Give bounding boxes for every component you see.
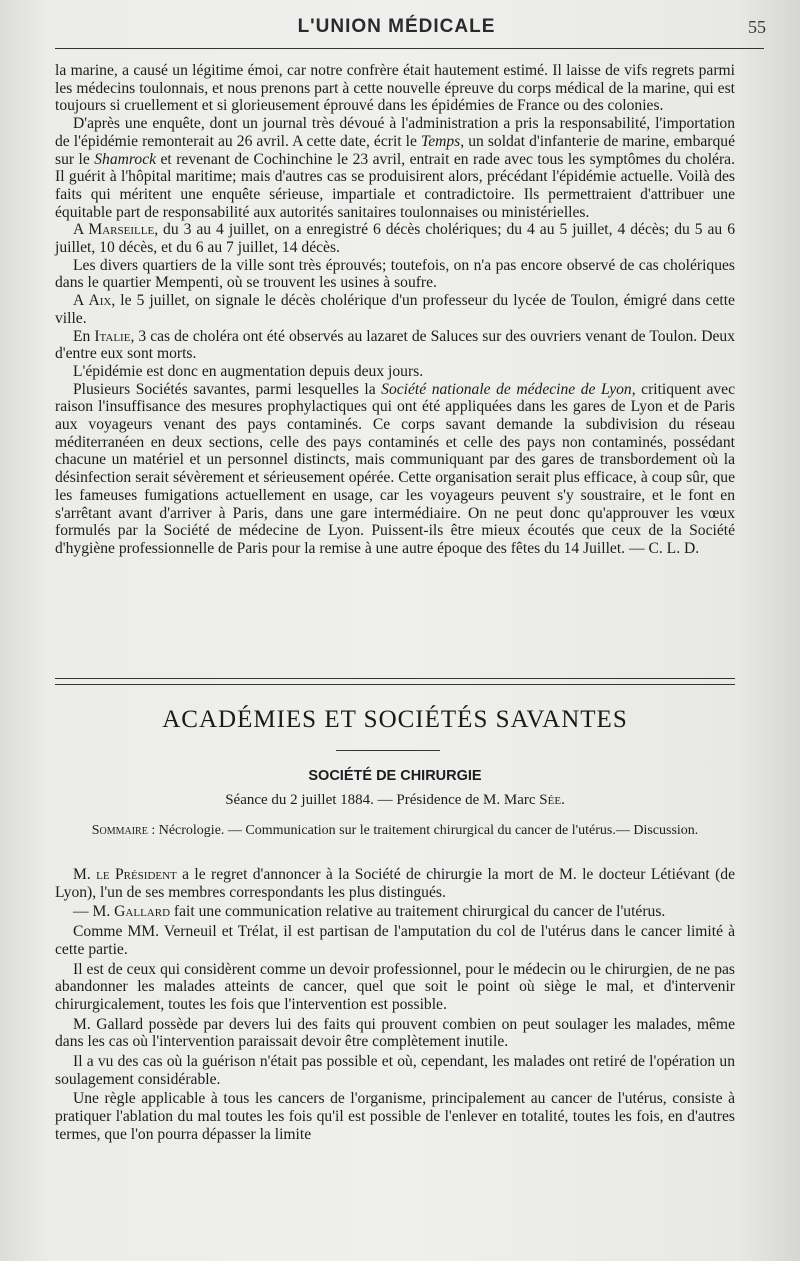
- paragraph-8: [55, 381, 735, 558]
- summary: [55, 822, 735, 839]
- summary-text: : Nécrologie. — Communication sur le traitement chirurgical du cancer de l'utérus.— Discussion.: [147, 823, 699, 838]
- title-underline: [336, 750, 440, 751]
- article-column: [55, 62, 735, 558]
- text-span: Séance du 2 juillet 1884. — Présidence de M. Marc: [225, 792, 540, 808]
- city-marseille: Marseille: [88, 221, 155, 239]
- ship-name: Shamrock: [94, 150, 157, 168]
- paragraph-7: L'épidémie est donc en augmentation depuis deux jours.: [73, 362, 424, 380]
- paragraph-6: [55, 328, 735, 363]
- text-span: et revenant de Cochinchine le 23 avril, entrait en rade avec tous les symptômes du choléra. Il guérit à l'hôpital maritime; mais d'autres cas se produisirent alors, précédant l'épidémie actuelle. Voilà des faits qui méritent une enquête sérieuse, impartiale et contradictoire. Ils permettraient d'attribuer une équitable part de responsabilité aux autorités sanitaires toulonnaises ou ministérielles.: [55, 150, 735, 221]
- city-aix: Aix: [88, 292, 112, 310]
- speaker-name: Gallard: [114, 903, 171, 921]
- paragraph-5: [55, 292, 735, 327]
- text-span: , le 5 juillet, on signale le décès cholérique d'un professeur du lycée de Toulon, émigré dans cette ville.: [55, 292, 735, 327]
- text-span: fait une communication relative au traitement chirurgical du cancer de l'utérus.: [170, 903, 666, 921]
- country-italie: Italie: [94, 327, 131, 345]
- text-span: En: [73, 327, 95, 345]
- page-number: 55: [748, 17, 766, 37]
- text-span: , 3 cas de choléra ont été observés au lazaret de Saluces sur des ouvriers venant de Toulon. Deux d'entre eux sont morts.: [55, 327, 735, 363]
- summary-label: Sommaire: [91, 823, 148, 838]
- section-divider: [55, 678, 735, 685]
- text-span: , du 3 au 4 juillet, on a enregistré 6 décès cholériques; du 4 au 5 juillet, 4 décès; du 5 au 6 juillet, 10 décès, et du 6 au 7 juillet, 14 décès.: [55, 221, 735, 257]
- newspaper-name: Temps: [420, 132, 461, 150]
- section-title: ACADÉMIES ET SOCIÉTÉS SAVANTES: [162, 706, 628, 733]
- text-span: , critiquent avec raison l'insuffisance des mesures prophylactiques qui ont été appliquées dans les gares de Lyon et de Paris aux voyageurs venant des pays contaminés. Ce corps savant demande la subdivision du réseau méditerranéen en deux sections, celle des pays contaminés et celle des pays non contaminés, possédant chacune un matériel et un personnel distincts, mais communiquant par des gares de transbordement où la désinfection serait sévèrement et sérieusement opérée. Cette organisation serait plus efficace, à coup sûr, que les fameuses fumigations actuellement en usage, car les voyageurs peuvent s'y soustraire, et le font en s'arrêtant avant d'arriver à Paris, dans une gare intermédiaire. On ne peut donc qu'approuver les vœux formulés par la Société de médecine de Lyon. Puissent-ils être mieux écoutés que ceux de la Société d'hygiène professionnelle de Paris pour la remise à une autre époque des fêtes du 14 Juillet. — C. L. D.: [55, 380, 735, 557]
- minutes-paragraph-7: Une règle applicable à tous les cancers de l'organisme, principalement au cancer de l'utérus, consiste à pratiquer l'ablation du mal toutes les fois qu'il est possible de l'enlever en totalité, toutes les fois, en d'autres termes, que l'on pourra dépasser la limite: [55, 1090, 735, 1143]
- minutes-paragraph-3: Comme MM. Verneuil et Trélat, il est partisan de l'amputation du col de l'utérus dans le cancer limité à cette partie.: [55, 923, 735, 958]
- running-title: L'UNION MÉDICALE: [297, 16, 496, 37]
- minutes-paragraph-2: [55, 903, 735, 921]
- text-span: a le regret d'annoncer à la Société de chirurgie la mort de M. le docteur Létiévant (de Lyon), l'un de ses membres correspondants les plus distingués.: [55, 866, 735, 901]
- minutes-paragraph-6: Il a vu des cas où la guérison n'était pas possible et où, cependant, les malades ont retiré de l'opération un soulagement considérable.: [55, 1053, 735, 1088]
- minutes-paragraph-4: Il est de ceux qui considèrent comme un devoir professionnel, pour le médecin ou le chirurgien, de ne pas abandonner les malades atteints de cancer, quel que soit le point où siège le mal, et d'intervenir chirurgicalement, toutes les fois que l'intervention est possible.: [55, 960, 735, 1013]
- text-span: A: [73, 292, 89, 310]
- society-title: SOCIÉTÉ DE CHIRURGIE: [308, 768, 482, 784]
- header-rule: [55, 48, 764, 49]
- president-name: Sée: [539, 792, 562, 808]
- president-title: le Président: [96, 866, 177, 883]
- paragraph-2: [55, 115, 735, 221]
- text-span: A: [73, 221, 89, 239]
- text-span: Plusieurs Sociétés savantes, parmi lesquelles la: [73, 380, 382, 398]
- paragraph-3: [55, 221, 735, 256]
- text-span: .: [561, 792, 565, 808]
- minutes-paragraph-1: [55, 866, 735, 901]
- text-span: , un soldat d'infanterie de marine, embarqué sur le: [55, 132, 735, 168]
- text-span: — M.: [73, 903, 115, 921]
- paragraph-1: la marine, a causé un légitime émoi, car notre confrère était hautement estimé. Il laisse de vifs regrets parmi les médecins toulonnais, et nous prenons part à cette nouvelle épreuve du corps médical de la marine, qui est toujours si cruellement et si glorieusement éprouvé dans les épidémies de France ou des colonies.: [55, 62, 735, 115]
- society-name: Société nationale de médecine de Lyon: [381, 380, 632, 398]
- minutes-paragraph-5: M. Gallard possède par devers lui des faits qui prouvent combien on peut soulager les malades, même dans les cas où l'intervention paraissait devoir être complètement inutile.: [55, 1015, 735, 1051]
- minutes-column: [55, 866, 735, 1146]
- text-span: D'après une enquête, dont un journal très dévoué à l'administration a pris la responsabilité, l'importation de l'épidémie remonterait au 26 avril. A cette date, écrit le: [55, 115, 735, 150]
- text-span: M.: [73, 866, 97, 883]
- session-line: [55, 792, 735, 809]
- running-header: [55, 14, 766, 46]
- paragraph-4: Les divers quartiers de la ville sont très éprouvés; toutefois, on n'a pas encore observé de cas cholériques dans le quartier Mempenti, où se trouvent les usines à soufre.: [55, 256, 735, 292]
